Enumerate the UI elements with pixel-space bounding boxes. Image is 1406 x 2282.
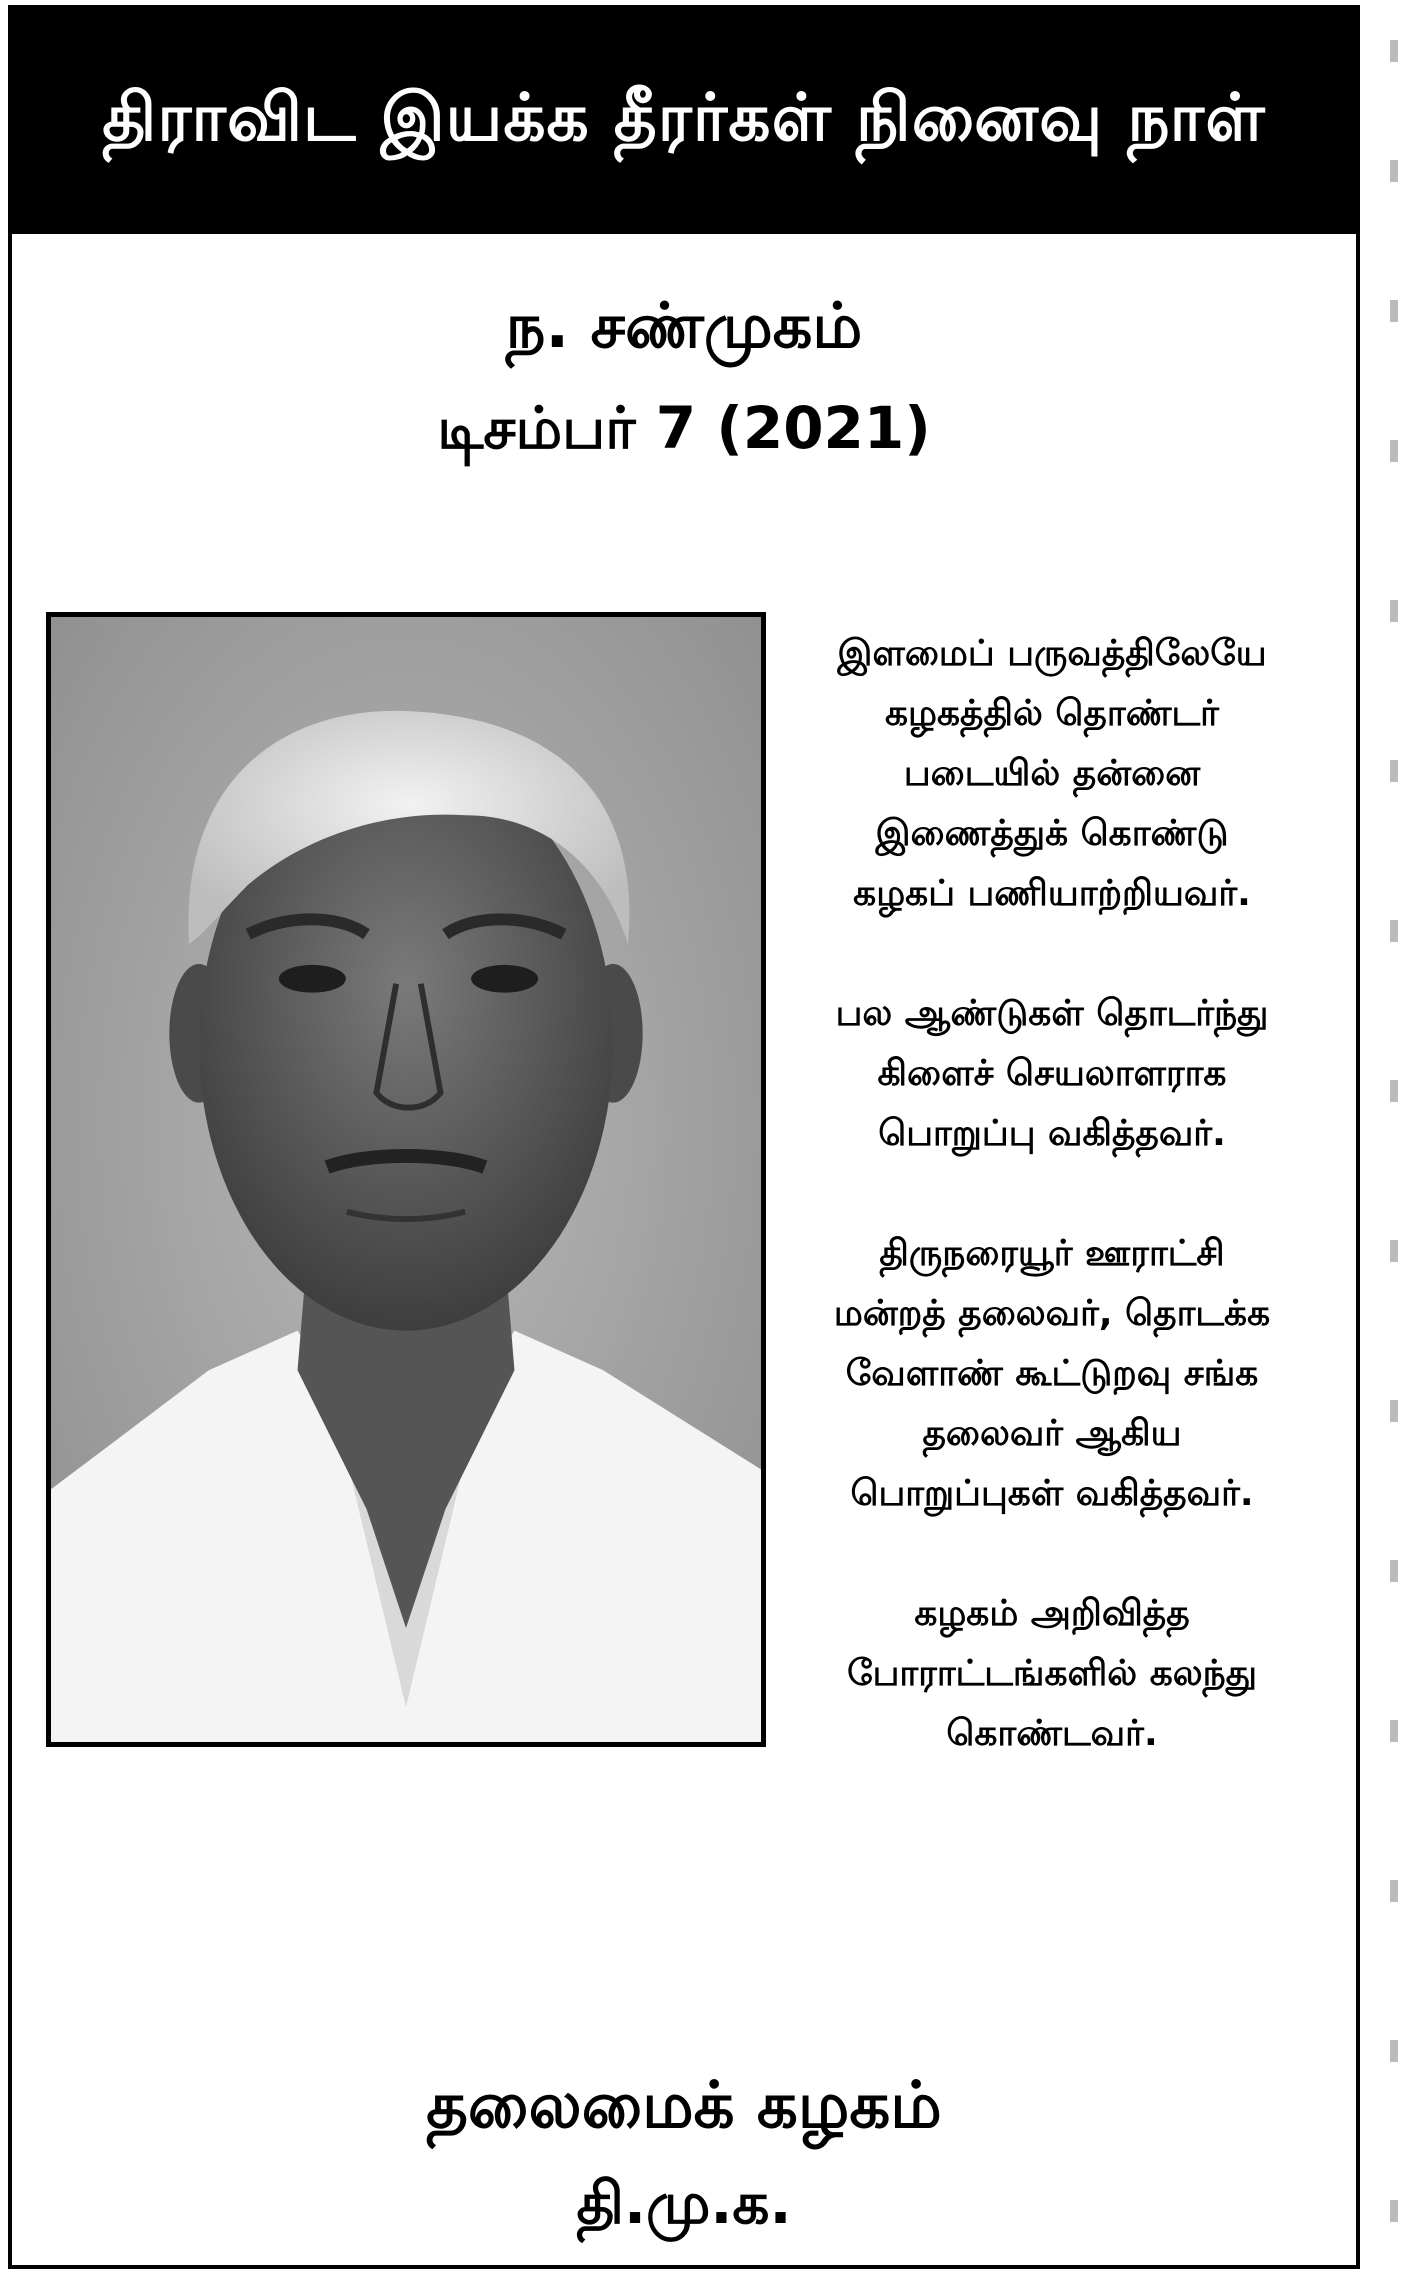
header-banner (12, 9, 1356, 234)
footer-organization: தலைமைக் கழகம் (426, 2069, 942, 2143)
biography (772, 624, 1332, 1824)
bio-paragraph: கழகம் அறிவித்த போராட்டங்களில் கலந்து கொண்டவர். (847, 1593, 1257, 1754)
banner-title: திராவிட இயக்க தீரர்கள் நினைவு நாள் (102, 78, 1266, 156)
bio-paragraph: இளமைப் பருவத்திலேயே கழகத்தில் தொண்டர் படையில் தன்னை இணைத்துக் கொண்டு கழகப் பணியாற்றியவர். (837, 633, 1267, 914)
portrait-photo (46, 612, 766, 1747)
bio-paragraph: பல ஆண்டுகள் தொடர்ந்து கிளைச் செயலாளராக பொறுப்பு வகித்தவர். (835, 993, 1269, 1154)
footer-party: தி.மு.க. (576, 2169, 792, 2237)
memorial-date: டிசம்பர் 7 (2021) (437, 394, 931, 462)
portrait-illustration (51, 617, 761, 1742)
bio-paragraph: திருநரையூர் ஊராட்சி மன்றத் தலைவர், தொடக்க வேளாண் கூட்டுறவு சங்க தலைவர் ஆகிய பொறுப்புகள் வகித்தவர். (833, 1233, 1271, 1514)
person-name: ந. சண்முகம் (505, 289, 863, 362)
memorial-notice (8, 5, 1360, 2269)
adjacent-column-edge (1372, 0, 1406, 2282)
